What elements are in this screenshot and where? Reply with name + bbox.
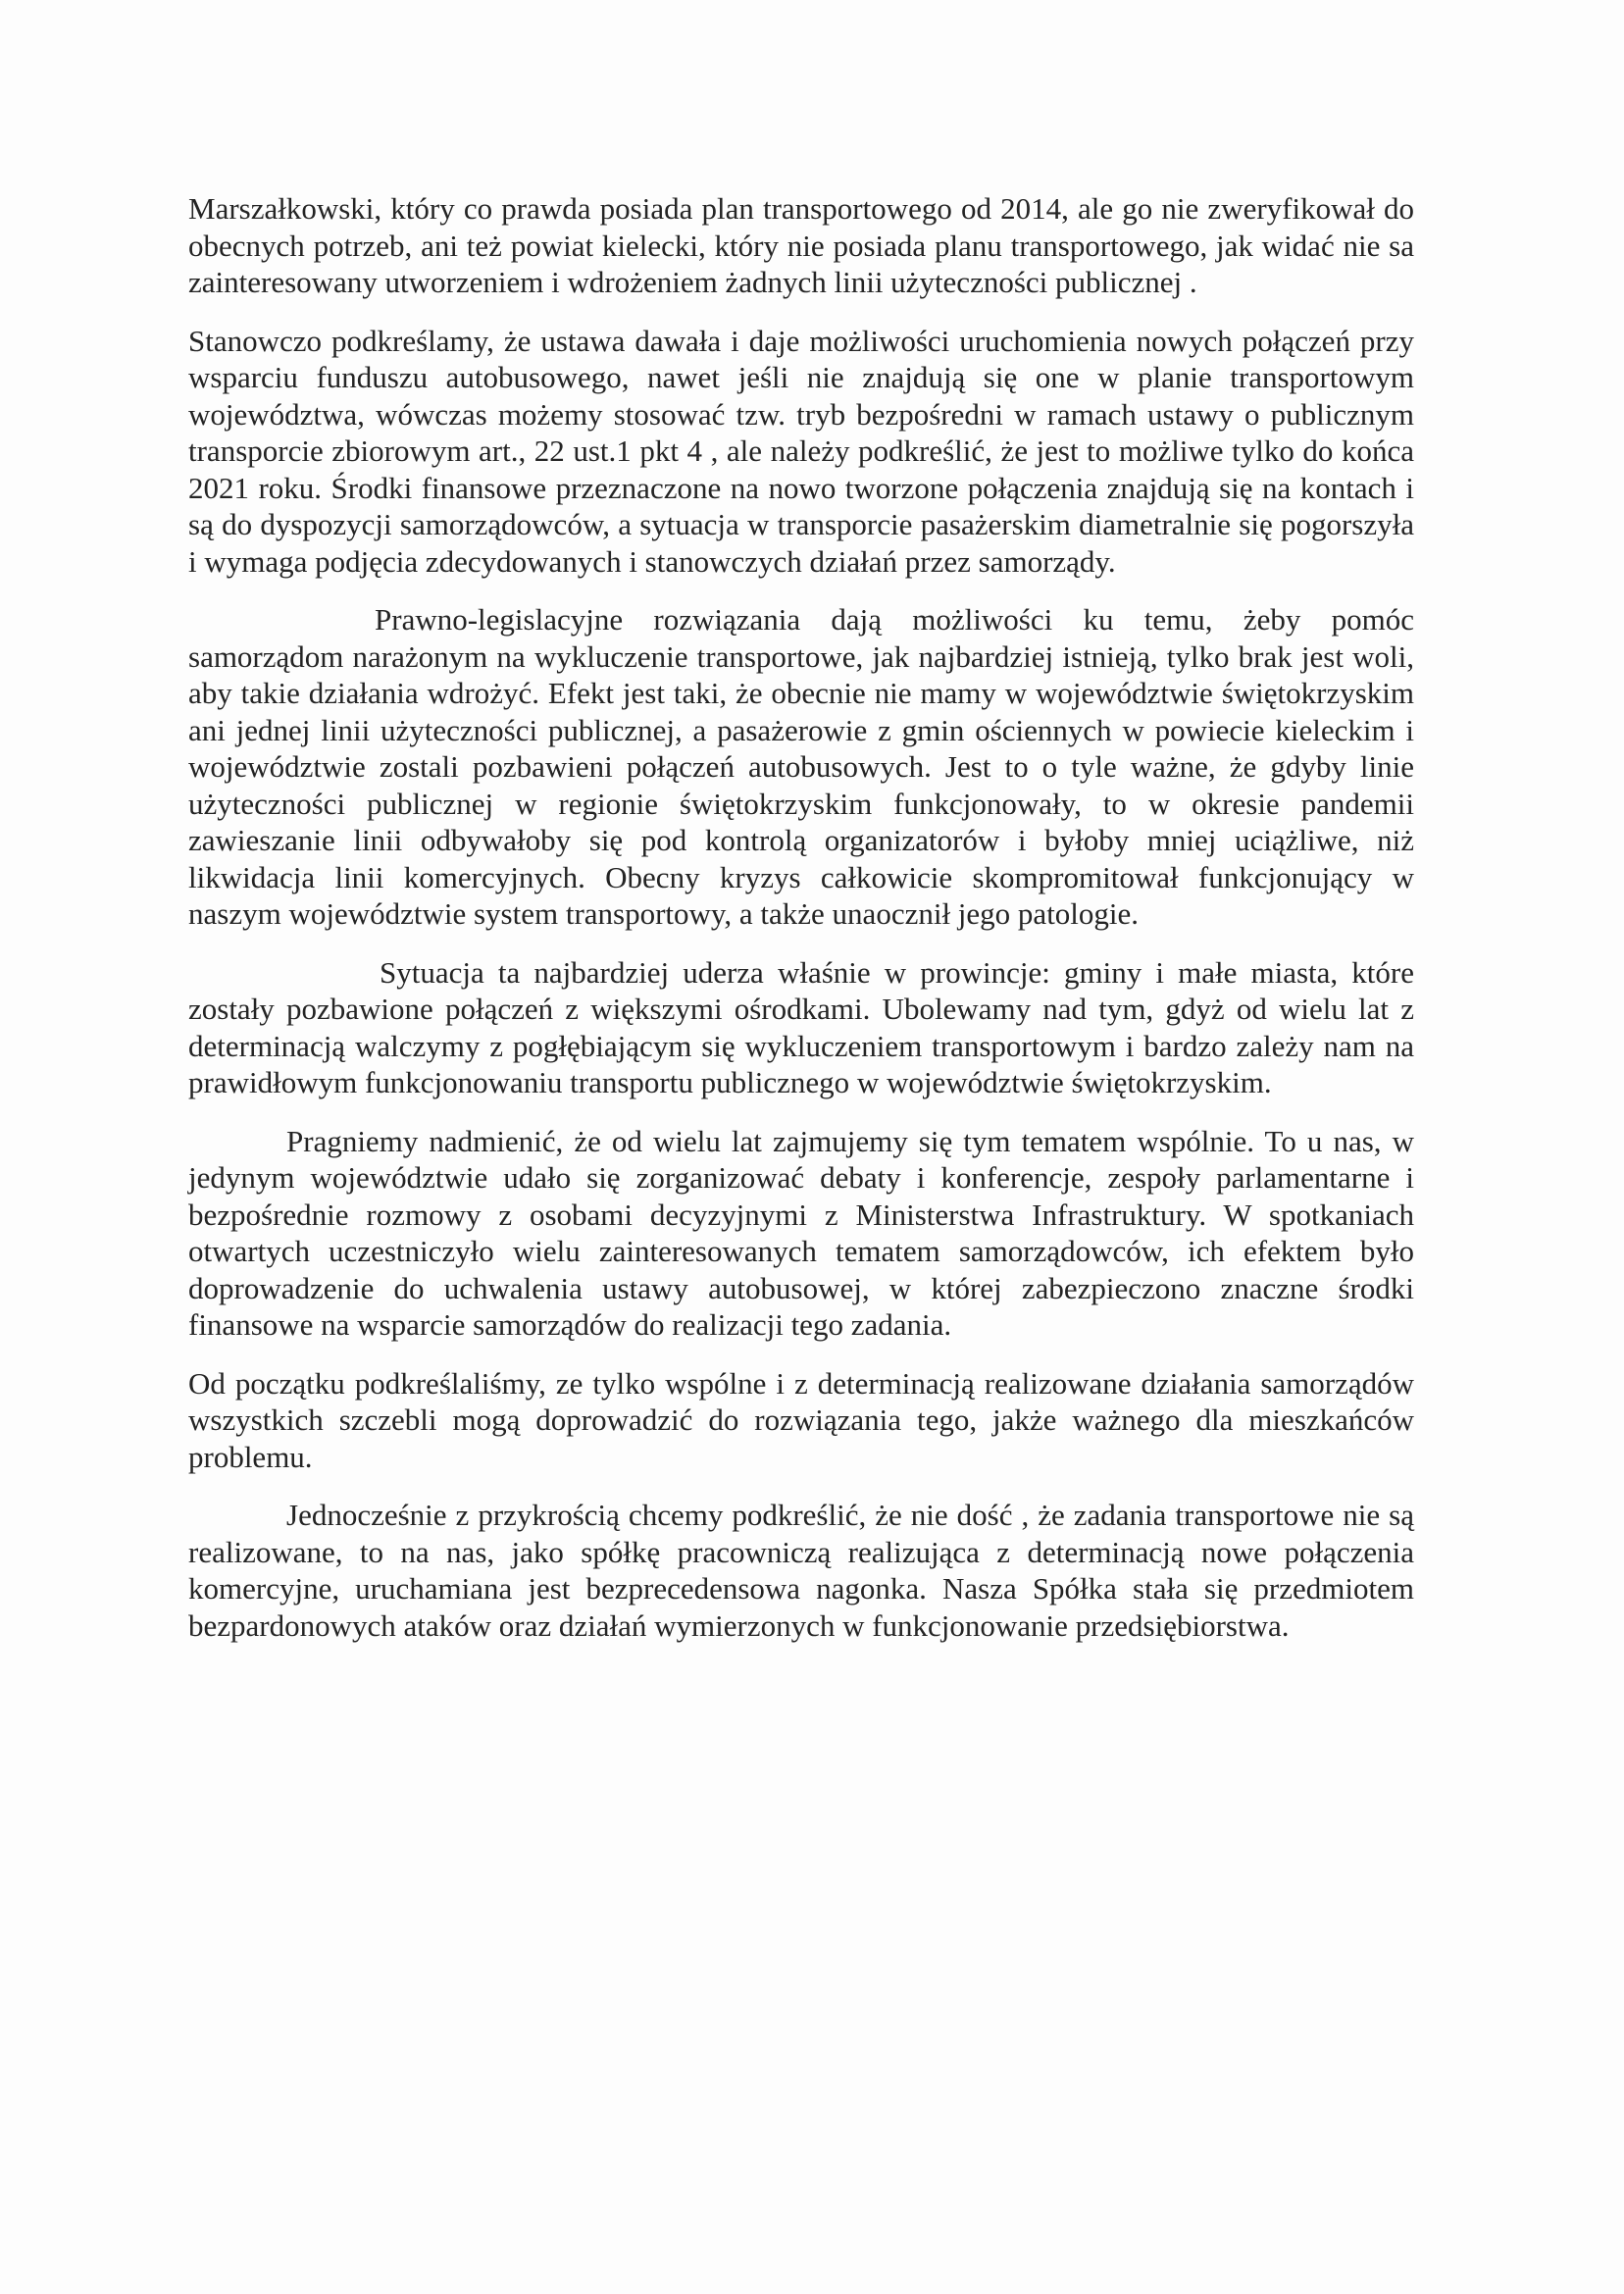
paragraph-3: Prawno-legislacyjne rozwiązania dają możliwości ku temu, żeby pomóc samorządom narażonym na wykluczenie transportowe, jak najbardziej istnieją, tylko brak jest woli, aby takie działania wdrożyć. Efekt jest taki, że obecnie nie mamy w województwie świętokrzyskim ani jednej linii użyteczności publicznej, a pasażerowie z gmin ościennych w powiecie kieleckim i województwie zostali pozbawieni połączeń autobusowych. Jest to o tyle ważne, że gdyby linie użyteczności publicznej w regionie świętokrzyskim funkcjonowały, to w okresie pandemii zawieszanie linii odbywałoby się pod kontrolą organizatorów i byłoby mniej uciążliwe, niż likwidacja linii komercyjnych. Obecny kryzys całkowicie skompromitował funkcjonujący w naszym województwie system transportowy, a także unaocznił jego patologie. (188, 602, 1414, 931)
paragraph-6: Od początku podkreślaliśmy, ze tylko wspólne i z determinacją realizowane działania samorządów wszystkich szczebli mogą doprowadzić do rozwiązania tego, jakże ważnego dla mieszkańców problemu. (188, 1365, 1414, 1474)
paragraph-7: Jednocześnie z przykrością chcemy podkreślić, że nie dość , że zadania transportowe nie są realizowane, to na nas, jako spółkę pracowniczą realizująca z determinacją nowe połączenia komercyjne, uruchamiana jest bezprecedensowa nagonka. Nasza Spółka stała się przedmiotem bezpardonowych ataków oraz działań wymierzonych w funkcjonowanie przedsiębiorstwa. (188, 1498, 1414, 1643)
paragraph-1: Marszałkowski, który co prawda posiada plan transportowego od 2014, ale go nie zweryfikował do obecnych potrzeb, ani też powiat kielecki, który nie posiada planu transportowego, jak widać nie sa zainteresowany utworzeniem i wdrożeniem żadnych linii użyteczności publicznej . (188, 191, 1414, 299)
paragraph-2: Stanowczo podkreślamy, że ustawa dawała i daje możliwości uruchomienia nowych połączeń przy wsparciu funduszu autobusowego, nawet jeśli nie znajdują się one w planie transportowym województwa, wówczas możemy stosować tzw. tryb bezpośredni w ramach ustawy o publicznym transporcie zbiorowym art., 22 ust.1 pkt 4 , ale należy podkreślić, że jest to możliwe tylko do końca 2021 roku. Środki finansowe przeznaczone na nowo tworzone połączenia znajdują się na kontach i są do dyspozycji samorządowców, a sytuacja w transporcie pasażerskim diametralnie się pogorszyła i wymaga podjęcia zdecydowanych i stanowczych działań przez samorządy. (188, 323, 1414, 579)
document-body (188, 190, 1414, 1665)
paragraph-5: Pragniemy nadmienić, że od wielu lat zajmujemy się tym tematem wspólnie. To u nas, w jedynym województwie udało się zorganizować debaty i konferencje, zespoły parlamentarne i bezpośrednie rozmowy z osobami decyzyjnymi z Ministerstwa Infrastruktury. W spotkaniach otwartych uczestniczyło wielu zainteresowanych tematem samorządowców, ich efektem było doprowadzenie do uchwalenia ustawy autobusowej, w której zabezpieczono znaczne środki finansowe na wsparcie samorządów do realizacji tego zadania. (188, 1123, 1414, 1342)
paragraph-4: Sytuacja ta najbardziej uderza właśnie w prowincje: gminy i małe miasta, które zostały pozbawione połączeń z większymi ośrodkami. Ubolewamy nad tym, gdyż od wielu lat z determinacją walczymy z pogłębiającym się wykluczeniem transportowym i bardzo zależy nam na prawidłowym funkcjonowaniu transportu publicznego w województwie świętokrzyskim. (188, 954, 1414, 1099)
